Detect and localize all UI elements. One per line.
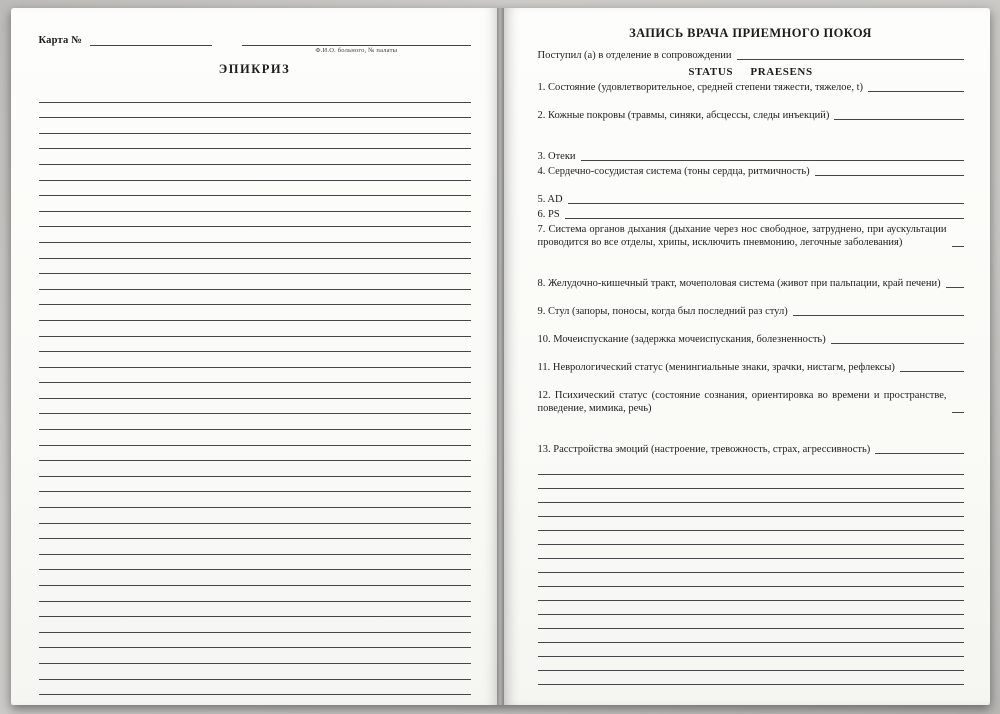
form-item-11 — [538, 361, 964, 374]
blank-line — [538, 461, 964, 475]
patient-name-field — [242, 33, 470, 54]
answer-line — [568, 202, 964, 204]
blank-line — [39, 570, 471, 586]
blank-line — [39, 633, 471, 649]
form-item-13 — [538, 443, 964, 456]
form-items — [538, 81, 964, 456]
answer-line — [793, 314, 964, 316]
blank-line — [39, 399, 471, 415]
form-item-6 — [538, 208, 964, 221]
form-item-1 — [538, 81, 964, 94]
answer-line — [875, 452, 963, 454]
blank-line — [39, 430, 471, 446]
blank-line — [538, 94, 964, 107]
blank-line — [538, 122, 964, 135]
form-item-4 — [538, 165, 964, 178]
blank-line — [39, 695, 471, 705]
form-item-5 — [538, 193, 964, 206]
blank-line — [39, 477, 471, 493]
form-item-label: 1. Состояние (удовлетворительное, средней степени тяжести, тяжелое, t) — [537, 82, 863, 93]
form-item-label: 3. Отеки — [537, 151, 576, 162]
blank-line — [39, 212, 471, 228]
blank-line — [538, 573, 964, 587]
blank-line — [39, 492, 471, 508]
answer-line — [834, 118, 963, 120]
patient-name-caption: Ф.И.О. больного, № палаты — [315, 47, 398, 54]
blank-line — [39, 259, 471, 275]
blank-line — [538, 503, 964, 517]
form-item-8 — [538, 277, 964, 290]
blank-line — [39, 524, 471, 540]
blank-line — [538, 643, 964, 657]
blank-line — [538, 475, 964, 489]
blank-line — [39, 305, 471, 321]
blank-line — [39, 680, 471, 696]
blank-line — [39, 118, 471, 134]
blank-line — [39, 337, 471, 353]
blank-line — [538, 587, 964, 601]
answer-line — [868, 90, 964, 92]
blank-line — [538, 249, 964, 262]
blank-line — [538, 346, 964, 359]
blank-line — [39, 134, 471, 150]
form-item-10 — [538, 333, 964, 346]
blank-line — [39, 446, 471, 462]
blank-line — [538, 489, 964, 503]
blank-line — [538, 415, 964, 428]
blank-line — [39, 196, 471, 212]
blank-line — [538, 262, 964, 275]
blank-line — [538, 545, 964, 559]
card-number-line — [90, 33, 212, 46]
blank-line — [39, 87, 471, 103]
admission-intro-row — [538, 49, 964, 62]
form-item-3 — [538, 150, 964, 163]
form-item-label: 7. Система органов дыхания (дыхание через нос свободное, затруднено, при аускультации проводится во все отделы, хрипы, исключить пневмонию, легочные заболевания) — [537, 224, 947, 248]
answer-line — [815, 174, 964, 176]
form-item-7 — [538, 223, 964, 249]
right-page — [504, 8, 990, 705]
blank-line — [39, 414, 471, 430]
blank-line — [538, 671, 964, 685]
blank-line — [538, 290, 964, 303]
blank-line — [538, 615, 964, 629]
answer-line — [565, 217, 964, 219]
blank-line — [39, 243, 471, 259]
blank-line — [538, 428, 964, 441]
blank-line — [39, 664, 471, 680]
left-page — [11, 8, 497, 705]
form-item-label: 12. Психический статус (состояние сознания, ориентировка во времени и пространстве, поведение, мимика, речь) — [537, 390, 947, 414]
left-page-ruled-lines — [39, 87, 471, 705]
blank-line — [39, 274, 471, 290]
form-item-label: 9. Стул (запоры, поносы, когда был последний раз стул) — [537, 306, 788, 317]
blank-line — [538, 374, 964, 387]
card-number-label: Карта № — [38, 35, 83, 46]
form-item-label: 6. PS — [537, 209, 560, 220]
answer-line — [952, 411, 964, 413]
answer-line — [581, 159, 964, 161]
blank-line — [39, 149, 471, 165]
answer-line — [952, 245, 964, 247]
blank-line — [39, 103, 471, 119]
blank-line — [39, 461, 471, 477]
blank-line — [538, 657, 964, 671]
page-fold — [497, 8, 504, 705]
blank-line — [538, 318, 964, 331]
blank-line — [538, 559, 964, 573]
blank-line — [39, 352, 471, 368]
blank-line — [538, 629, 964, 643]
blank-line — [39, 181, 471, 197]
admission-intro-label: Поступил (а) в отделение в сопровождении — [537, 50, 732, 61]
patient-name-line — [242, 33, 470, 46]
blank-line — [39, 321, 471, 337]
form-item-label: 8. Желудочно-кишечный тракт, мочеполовая система (живот при пальпации, край печени) — [537, 278, 941, 289]
form-item-label: 4. Сердечно-сосудистая система (тоны сердца, ритмичность) — [537, 166, 810, 177]
card-number-row — [38, 28, 471, 54]
form-item-9 — [538, 305, 964, 318]
form-item-label: 5. AD — [537, 194, 563, 205]
blank-line — [39, 368, 471, 384]
blank-line — [39, 165, 471, 181]
blank-line — [39, 290, 471, 306]
two-page-spread — [11, 8, 990, 705]
blank-line — [39, 508, 471, 524]
form-item-2 — [538, 109, 964, 122]
form-item-label: 2. Кожные покровы (травмы, синяки, абсцессы, следы инъекций) — [537, 110, 830, 121]
blank-line — [39, 383, 471, 399]
epicrisis-title: ЭПИКРИЗ — [218, 62, 291, 76]
blank-line — [538, 135, 964, 148]
blank-line — [538, 178, 964, 191]
form-item-label: 10. Мочеиспускание (задержка мочеиспускания, болезненность) — [537, 334, 826, 345]
status-praesens-heading: STATUS PRAESENS — [688, 66, 813, 78]
blank-line — [39, 227, 471, 243]
answer-line — [900, 370, 964, 372]
form-item-label: 13. Расстройства эмоций (настроение, тревожность, страх, агрессивность) — [537, 444, 871, 455]
admission-record-title: ЗАПИСЬ ВРАЧА ПРИЕМНОГО ПОКОЯ — [629, 26, 872, 40]
answer-line — [946, 286, 964, 288]
blank-line — [538, 517, 964, 531]
form-item-12 — [538, 389, 964, 415]
right-page-ruled-lines — [538, 461, 964, 685]
blank-line — [39, 648, 471, 664]
blank-line — [39, 602, 471, 618]
blank-line — [538, 531, 964, 545]
answer-line — [831, 342, 964, 344]
intro-answer-line — [737, 58, 964, 60]
form-item-label: 11. Неврологический статус (менингиальные знаки, зрачки, нистагм, рефлексы) — [537, 362, 895, 373]
blank-line — [39, 617, 471, 633]
blank-line — [39, 555, 471, 571]
blank-line — [538, 601, 964, 615]
blank-line — [39, 539, 471, 555]
blank-line — [39, 586, 471, 602]
